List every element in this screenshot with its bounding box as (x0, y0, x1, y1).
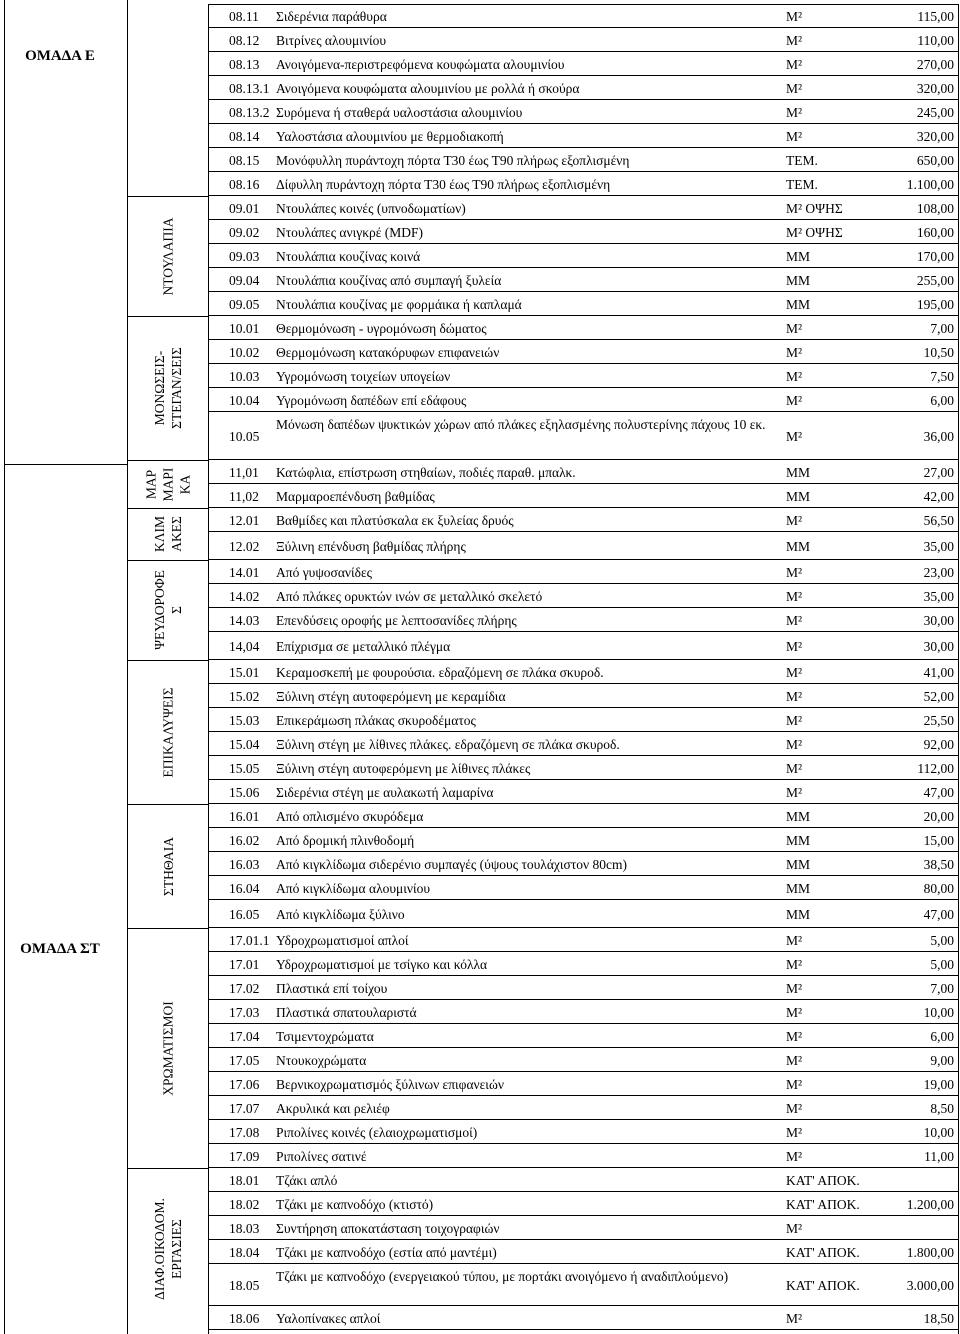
item-description: Ντουλάπια κουζίνας με φορμάικα ή καπλαμά (276, 296, 522, 312)
item-code: 10.01 (229, 320, 260, 336)
item-description: Ντουλάπες ανιγκρέ (MDF) (276, 224, 424, 240)
table-row (208, 828, 958, 852)
table-row (208, 508, 958, 532)
item-description: Επενδύσεις οροφής με λεπτοσανίδες πλήρης (276, 612, 517, 628)
item-unit: ΚΑΤ' ΑΠΟΚ. (786, 1196, 860, 1212)
item-unit: ΜΜ (786, 488, 811, 504)
item-code: 17.04 (229, 1028, 260, 1044)
item-price: 56,50 (923, 512, 954, 528)
table-row (208, 220, 958, 244)
item-description: Θερμομόνωση - υγρομόνωση δώματος (276, 320, 487, 336)
item-unit: ΜΜ (786, 464, 811, 480)
item-code: 17.02 (229, 980, 260, 996)
item-description: Υγρομόνωση τοιχείων υπογείων (276, 368, 451, 384)
item-unit: Μ² (786, 80, 803, 96)
item-price: 38,50 (923, 856, 954, 872)
item-description: Ξύλινη στέγη με λίθινες πλάκες. εδραζόμενη σε πλάκα σκυροδ. (276, 736, 620, 752)
item-unit: Μ² (786, 428, 803, 444)
table-row (208, 1048, 958, 1072)
item-code: 18.02 (229, 1196, 260, 1212)
table-row (208, 196, 958, 220)
item-code: 16.04 (229, 880, 260, 896)
table-row (208, 316, 958, 340)
item-code: 12.01 (229, 512, 260, 528)
item-unit: ΚΑΤ' ΑΠΟΚ. (786, 1172, 860, 1188)
item-price: 25,50 (923, 712, 954, 728)
item-price: 30,00 (923, 638, 954, 654)
item-code: 09.05 (229, 296, 260, 312)
table-row (208, 1096, 958, 1120)
item-code: 15.04 (229, 736, 260, 752)
category-label: ΜΑΡ ΜΑΡΙ ΚΑ (143, 467, 193, 501)
table-row (208, 804, 958, 828)
table-row (208, 1216, 958, 1240)
group-separator-line (4, 464, 128, 465)
item-description: Υαλοστάσια αλουμινίου με θερμοδιακοπή (276, 128, 504, 144)
item-code: 18.03 (229, 1220, 260, 1236)
item-unit: ΤΕΜ. (786, 176, 818, 192)
item-unit: Μ² (786, 564, 803, 580)
item-unit: Μ² (786, 104, 803, 120)
item-code: 17.01.1 (229, 932, 270, 948)
item-unit: Μ² (786, 128, 803, 144)
item-description: Από οπλισμένο σκυρόδεμα (276, 808, 424, 824)
table-row (208, 28, 958, 52)
item-description: Υαλοπίνακες απλοί (276, 1310, 381, 1326)
item-description: Από γυψοσανίδες (276, 564, 373, 580)
table-row (208, 928, 958, 952)
item-price: 52,00 (923, 688, 954, 704)
table-row (208, 340, 958, 364)
table-row (208, 976, 958, 1000)
item-description: Δίφυλλη πυράντοχη πόρτα Τ30 έως Τ90 πλήρως εξοπλισμένη (276, 176, 611, 192)
table-row (208, 1072, 958, 1096)
item-price: 8,50 (930, 1100, 954, 1116)
table-row (208, 292, 958, 316)
category-label: ΔΙΑΦ.ΟΙΚΟΔΟΜ. ΕΡΓΑΣΙΕΣ (152, 1198, 185, 1300)
item-unit: ΜΜ (786, 272, 811, 288)
item-description: Ανοιγόμενα κουφώματα αλουμινίου με ρολλά ή σκούρα (276, 80, 580, 96)
item-unit: Μ² (786, 320, 803, 336)
item-price: 18,50 (923, 1310, 954, 1326)
item-description: Ανοιγόμενα-περιστρεφόμενα κουφώματα αλουμινίου (276, 56, 565, 72)
item-description: Συρόμενα ή σταθερά υαλοστάσια αλουμινίου (276, 104, 523, 120)
item-price: 30,00 (923, 612, 954, 628)
item-description: Πλαστικά σπατουλαριστά (276, 1004, 417, 1020)
item-code: 17.06 (229, 1076, 260, 1092)
table-row (208, 708, 958, 732)
category-separator-line (128, 560, 208, 561)
category-separator-line (128, 804, 208, 805)
item-price: 9,00 (930, 1052, 954, 1068)
item-code: 17.08 (229, 1124, 260, 1140)
item-code: 11,01 (229, 464, 259, 480)
item-code: 08.11 (229, 8, 259, 24)
item-description: Ακρυλικά και ρελιέφ (276, 1100, 390, 1116)
item-description: Συντήρηση αποκατάσταση τοιχογραφιών (276, 1220, 500, 1236)
item-description: Βερνικοχρωματισμός ξύλινων επιφανειών (276, 1076, 504, 1092)
item-price: 7,00 (930, 980, 954, 996)
item-code: 15.02 (229, 688, 260, 704)
item-unit: Μ² (786, 32, 803, 48)
item-unit: Μ² (786, 8, 803, 24)
table-row (208, 76, 958, 100)
item-code: 14.03 (229, 612, 260, 628)
group-divider-line (127, 0, 128, 1334)
item-unit: ΜΜ (786, 906, 811, 922)
item-unit: Μ² (786, 664, 803, 680)
item-description: Από κιγκλίδωμα αλουμινίου (276, 880, 431, 896)
item-description: Ντουλάπια κουζίνας κοινά (276, 248, 421, 264)
item-price: 112,00 (917, 760, 954, 776)
item-code: 16.03 (229, 856, 260, 872)
group-label-st: ΟΜΑΔΑ ΣΤ (20, 941, 100, 957)
item-price: 1.100,00 (906, 176, 954, 192)
item-unit: Μ² (786, 1052, 803, 1068)
item-code: 09.01 (229, 200, 260, 216)
item-unit: Μ² (786, 392, 803, 408)
item-description: Θερμομόνωση κατακόρυφων επιφανειών (276, 344, 500, 360)
item-price: 6,00 (930, 392, 954, 408)
item-price: 320,00 (916, 128, 954, 144)
item-price: 10,00 (923, 1004, 954, 1020)
item-description: Επικεράμωση πλάκας σκυροδέματος (276, 712, 476, 728)
table-row (208, 532, 958, 560)
item-code: 14.01 (229, 564, 260, 580)
category-separator-line (128, 316, 208, 317)
item-unit: ΜΜ (786, 808, 811, 824)
item-price: 650,00 (916, 152, 954, 168)
item-description: Ριπολίνες κοινές (ελαιοχρωματισμοί) (276, 1124, 478, 1140)
item-price: 10,00 (923, 1124, 954, 1140)
item-description: Από πλάκες ορυκτών ινών σε μεταλλικό σκελετό (276, 588, 543, 604)
table-row (208, 268, 958, 292)
item-description: Τζάκι με καπνοδόχο (κτιστό) (276, 1196, 434, 1212)
item-unit: Μ² (786, 760, 803, 776)
item-price: 1.200,00 (906, 1196, 954, 1212)
item-price: 7,00 (930, 320, 954, 336)
table-row (208, 660, 958, 684)
item-code: 16.05 (229, 906, 260, 922)
item-price: 170,00 (916, 248, 954, 264)
item-unit: ΚΑΤ' ΑΠΟΚ. (786, 1277, 860, 1293)
item-unit: ΜΜ (786, 832, 811, 848)
item-code: 10.02 (229, 344, 260, 360)
table-row (208, 632, 958, 660)
category-separator-line (128, 660, 208, 661)
item-description: Ξύλινη επένδυση βαθμίδας πλήρης (276, 538, 466, 554)
table-row (208, 148, 958, 172)
item-unit: ΜΜ (786, 538, 811, 554)
table-row (208, 412, 958, 460)
item-description: Μαρμαροεπένδυση βαθμίδας (276, 488, 435, 504)
table-row (208, 4, 958, 28)
table-row (208, 876, 958, 900)
item-price: 110,00 (917, 32, 954, 48)
item-price: 6,00 (930, 1028, 954, 1044)
category-label: ΧΡΩΜΑΤΙΣΜΟΙ (160, 1000, 176, 1096)
table-row (208, 952, 958, 976)
table-row (208, 1192, 958, 1216)
item-price: 115,00 (917, 8, 954, 24)
item-unit: ΤΕΜ. (786, 152, 818, 168)
category-separator-line (128, 928, 208, 929)
item-unit: Μ² (786, 1220, 803, 1236)
item-unit: Μ² (786, 56, 803, 72)
item-price: 35,00 (923, 588, 954, 604)
item-code: 16.01 (229, 808, 260, 824)
item-description: Ντουλάπες κοινές (υπνοδωματίων) (276, 200, 466, 216)
item-code: 17.03 (229, 1004, 260, 1020)
item-code: 17.07 (229, 1100, 260, 1116)
item-price: 108,00 (916, 200, 954, 216)
item-code: 10.04 (229, 392, 260, 408)
item-price: 11,00 (924, 1148, 954, 1164)
item-description: Ντουλάπια κουζίνας από συμπαγή ξυλεία (276, 272, 502, 288)
item-code: 17.01 (229, 956, 260, 972)
category-label: ΜΟΝΩΣΕΙΣ- ΣΤΕΓΑΝ/ΣΕΙΣ (152, 347, 184, 429)
item-unit: Μ² (786, 1076, 803, 1092)
item-description: Τζάκι με καπνοδόχο (ενεργειακού τύπου, με πορτάκι ανοιγόμενο ή αναδιπλούμενο) (276, 1269, 729, 1284)
item-unit: ΚΑΤ' ΑΠΟΚ. (786, 1244, 860, 1260)
outer-right-line (958, 4, 959, 1334)
table-row (208, 1024, 958, 1048)
item-description: Ριπολίνες σατινέ (276, 1148, 367, 1164)
item-code: 15.05 (229, 760, 260, 776)
item-unit: Μ² (786, 512, 803, 528)
item-description: Από κιγκλίδωμα ξύλινο (276, 906, 405, 922)
table-row (208, 244, 958, 268)
item-code: 18.06 (229, 1310, 260, 1326)
item-unit: Μ² (786, 1004, 803, 1020)
row-divider (208, 1329, 958, 1330)
item-price: 15,00 (923, 832, 954, 848)
table-row (208, 900, 958, 928)
item-code: 17.05 (229, 1052, 260, 1068)
item-unit: ΜΜ (786, 880, 811, 896)
category-label: ΨΕΥΔΟΡΟΦΕ Σ (151, 570, 184, 650)
item-description: Τζάκι απλό (276, 1172, 338, 1188)
item-price: 5,00 (930, 956, 954, 972)
item-price: 160,00 (916, 224, 954, 240)
item-description: Υδροχρωματισμοί με τσίγκο και κόλλα (276, 956, 488, 972)
item-code: 18.04 (229, 1244, 260, 1260)
item-unit: Μ² (786, 588, 803, 604)
item-price: 10,50 (923, 344, 954, 360)
item-description: Κατώφλια, επίστρωση στηθαίων, ποδιές παραθ. μπαλκ. (276, 464, 576, 480)
item-description: Υγρομόνωση δαπέδων επί εδάφους (276, 392, 467, 408)
item-code: 14.02 (229, 588, 260, 604)
item-price: 27,00 (923, 464, 954, 480)
item-price: 19,00 (923, 1076, 954, 1092)
category-separator-line (128, 196, 208, 197)
item-price: 47,00 (923, 906, 954, 922)
item-unit: Μ² ΟΨΗΣ (786, 224, 843, 240)
table-row (208, 852, 958, 876)
table-row (208, 1264, 958, 1306)
item-description: Σιδερένια παράθυρα (276, 8, 387, 24)
item-price: 255,00 (916, 272, 954, 288)
table-row (208, 684, 958, 708)
table-row (208, 1168, 958, 1192)
item-code: 08.13 (229, 56, 260, 72)
table-row (208, 52, 958, 76)
category-separator-line (128, 460, 208, 461)
category-label: ΚΛΙΜ ΑΚΕΣ (151, 515, 184, 553)
item-description: Υδροχρωματισμοί απλοί (276, 932, 409, 948)
item-price: 41,00 (923, 664, 954, 680)
outer-left-line (4, 0, 5, 1334)
item-price: 47,00 (923, 784, 954, 800)
item-unit: Μ² (786, 1028, 803, 1044)
item-unit: Μ² (786, 1148, 803, 1164)
item-unit: Μ² (786, 980, 803, 996)
item-price: 92,00 (923, 736, 954, 752)
table-row (208, 172, 958, 196)
category-label: ΝΤΟΥΛΑΠΙΑ (160, 217, 176, 295)
item-unit: Μ² (786, 1124, 803, 1140)
item-price: 42,00 (923, 488, 954, 504)
item-unit: Μ² (786, 344, 803, 360)
item-description: Μονόφυλλη πυράντοχη πόρτα Τ30 έως Τ90 πλήρως εξοπλισμένη (276, 152, 630, 168)
item-unit: Μ² (786, 688, 803, 704)
item-unit: Μ² ΟΨΗΣ (786, 200, 843, 216)
item-description: Πλαστικά επί τοίχου (276, 980, 388, 996)
item-unit: ΜΜ (786, 248, 811, 264)
item-description: Από δρομική πλινθοδομή (276, 832, 415, 848)
item-description: Επίχρισμα σε μεταλλικό πλέγμα (276, 638, 451, 654)
item-price: 270,00 (916, 56, 954, 72)
item-unit: Μ² (786, 932, 803, 948)
table-row (208, 780, 958, 804)
item-price: 195,00 (916, 296, 954, 312)
item-code: 08.13.2 (229, 104, 270, 120)
item-unit: Μ² (786, 956, 803, 972)
item-price: 320,00 (916, 80, 954, 96)
item-description: Ξύλινη στέγη αυτοφερόμενη με λίθινες πλάκες (276, 760, 531, 776)
table-row (208, 124, 958, 148)
item-code: 17.09 (229, 1148, 260, 1164)
table-row (208, 756, 958, 780)
item-code: 18.01 (229, 1172, 260, 1188)
item-code: 09.03 (229, 248, 260, 264)
category-label: ΕΠΙΚΑΛΥΨΕΙΣ (160, 686, 176, 778)
table-row (208, 1144, 958, 1168)
table-row (208, 364, 958, 388)
item-unit: Μ² (786, 612, 803, 628)
item-code: 10.05 (229, 428, 260, 444)
item-code: 08.14 (229, 128, 260, 144)
table-row (208, 388, 958, 412)
item-description: Ντουκοχρώματα (276, 1052, 367, 1068)
table-row (208, 1306, 958, 1330)
item-unit: Μ² (786, 784, 803, 800)
item-unit: Μ² (786, 736, 803, 752)
group-label-e: ΟΜΑΔΑ Ε (25, 48, 95, 64)
item-description: Σιδερένια στέγη με αυλακωτή λαμαρίνα (276, 784, 494, 800)
category-separator-line (128, 508, 208, 509)
item-price: 36,00 (923, 428, 954, 444)
item-price: 7,50 (930, 368, 954, 384)
item-unit: Μ² (786, 1310, 803, 1326)
item-unit: Μ² (786, 1100, 803, 1116)
category-label: ΣΤΗΘΑΙΑ (160, 836, 176, 896)
table-row (208, 584, 958, 608)
item-unit: Μ² (786, 368, 803, 384)
item-price: 80,00 (923, 880, 954, 896)
top-line (208, 4, 959, 5)
item-description: Κεραμοσκεπή με φουρούσια. εδραζόμενη σε πλάκα σκυροδ. (276, 664, 604, 680)
item-description: Από κιγκλίδωμα σιδερένιο συμπαγές (ύψους τουλάχιστον 80cm) (276, 856, 627, 872)
item-description: Τσιμεντοχρώματα (276, 1028, 374, 1044)
item-unit: ΜΜ (786, 296, 811, 312)
item-price: 5,00 (930, 932, 954, 948)
item-description: Βαθμίδες και πλατύσκαλα εκ ξυλείας δρυός (276, 512, 514, 528)
item-code: 09.04 (229, 272, 260, 288)
item-price: 245,00 (916, 104, 954, 120)
item-code: 15.01 (229, 664, 260, 680)
table-row (208, 100, 958, 124)
item-price: 20,00 (923, 808, 954, 824)
item-description: Τζάκι με καπνοδόχο (εστία από μαντέμι) (276, 1244, 497, 1260)
category-divider-line (208, 4, 209, 1334)
item-code: 10.03 (229, 368, 260, 384)
item-unit: ΜΜ (786, 856, 811, 872)
table-row (208, 1240, 958, 1264)
table-row (208, 460, 958, 484)
item-code: 15.03 (229, 712, 260, 728)
item-description: Βιτρίνες αλουμινίου (276, 32, 387, 48)
table-row (208, 560, 958, 584)
table-row (208, 1120, 958, 1144)
table-row (208, 732, 958, 756)
item-unit: Μ² (786, 638, 803, 654)
item-description: Ξύλινη στέγη αυτοφερόμενη με κεραμίδια (276, 688, 506, 704)
item-code: 18.05 (229, 1277, 260, 1293)
item-code: 15.06 (229, 784, 260, 800)
item-code: 09.02 (229, 224, 260, 240)
item-code: 11,02 (229, 488, 259, 504)
item-description: Μόνωση δαπέδων ψυκτικών χώρων από πλάκες εξηλασμένης πολυστερίνης πάχους 10 εκ. (276, 417, 766, 432)
table-row (208, 1000, 958, 1024)
table-row (208, 484, 958, 508)
item-price: 1.800,00 (906, 1244, 954, 1260)
item-code: 08.12 (229, 32, 260, 48)
item-code: 08.13.1 (229, 80, 270, 96)
item-code: 14,04 (229, 638, 260, 654)
item-price: 3.000,00 (906, 1277, 954, 1293)
item-code: 08.16 (229, 176, 260, 192)
item-price: 35,00 (923, 538, 954, 554)
item-code: 12.02 (229, 538, 260, 554)
table-row (208, 608, 958, 632)
category-separator-line (128, 1168, 208, 1169)
item-code: 08.15 (229, 152, 260, 168)
item-price: 23,00 (923, 564, 954, 580)
item-code: 16.02 (229, 832, 260, 848)
item-unit: Μ² (786, 712, 803, 728)
